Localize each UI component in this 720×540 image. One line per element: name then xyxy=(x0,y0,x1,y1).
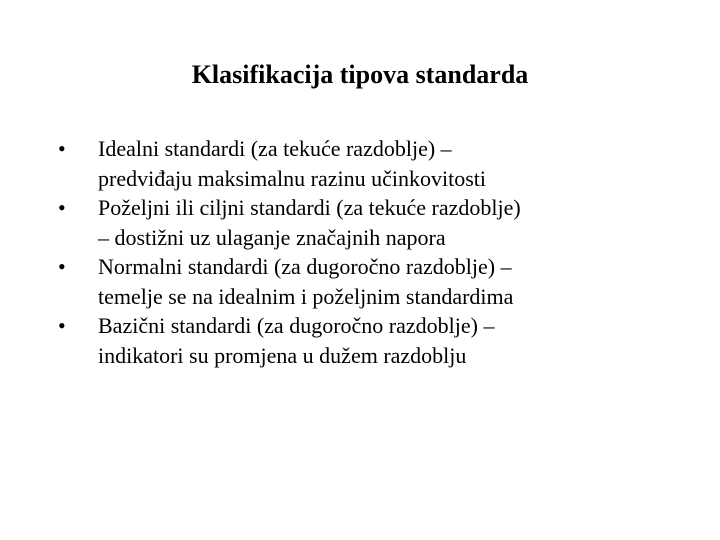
bullet-text-line: indikatori su promjena u dužem razdoblju xyxy=(98,342,467,368)
bullet-text-line: Normalni standardi (za dugoročno razdoblje) – xyxy=(98,254,512,279)
bullet-item-idealni xyxy=(58,134,698,193)
bullet-icon: • xyxy=(58,254,66,279)
bullet-item-normalni xyxy=(58,252,698,311)
slide-title: Klasifikacija tipova standarda xyxy=(191,60,529,89)
bullet-text-line: Bazični standardi (za dugoročno razdoblje) – xyxy=(98,313,495,338)
bullet-text-line: – dostižni uz ulaganje značajnih napora xyxy=(98,224,446,250)
bullet-icon: • xyxy=(58,313,66,338)
bullet-text-line: predviđaju maksimalnu razinu učinkovitosti xyxy=(98,165,486,191)
bullet-text-line: Poželjni ili ciljni standardi (za tekuće razdoblje) xyxy=(98,195,521,220)
bullet-icon: • xyxy=(58,136,66,161)
bullet-icon: • xyxy=(58,195,66,220)
bullet-item-bazicni xyxy=(58,311,698,370)
bullet-text-line: temelje se na idealnim i poželjnim standardima xyxy=(98,283,514,309)
bullet-list xyxy=(58,134,698,370)
bullet-item-pozeljni xyxy=(58,193,698,252)
bullet-text-line: Idealni standardi (za tekuće razdoblje) – xyxy=(98,136,452,161)
